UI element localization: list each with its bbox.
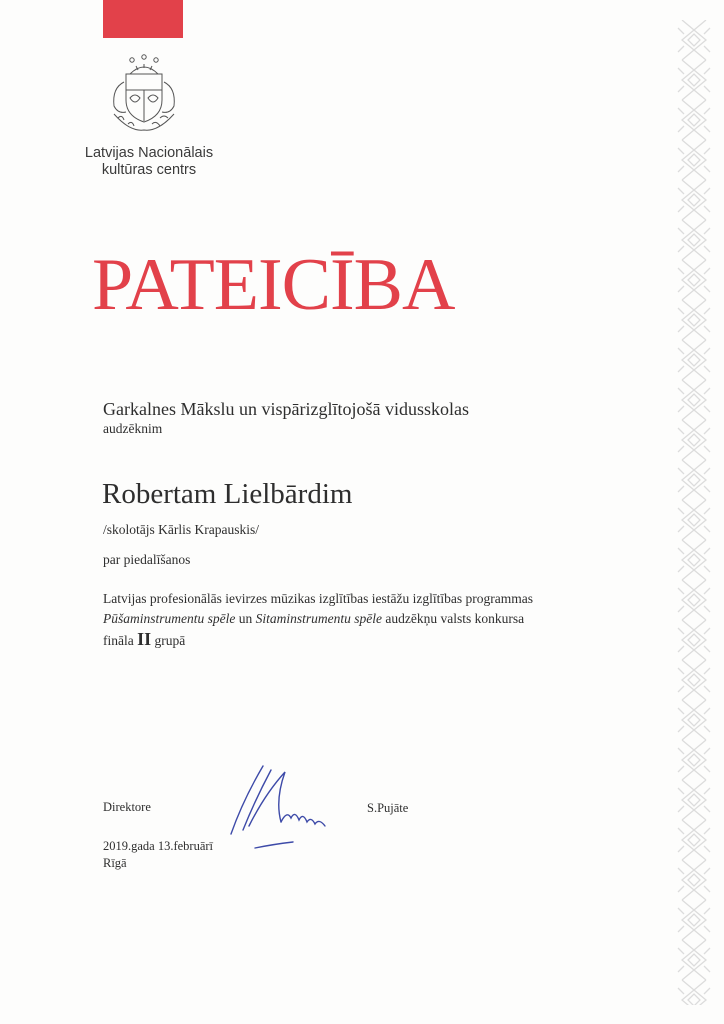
org-name-line2: kultūras centrs xyxy=(101,162,197,178)
red-header-tab xyxy=(103,0,183,38)
certificate-title-text: PATEICĪBA xyxy=(92,244,455,326)
director-name: S.Pujāte xyxy=(367,801,409,815)
teacher-name: /skolotājs Kārlis Krapauskis/ xyxy=(103,522,259,537)
award-reason: par piedalīšanos xyxy=(103,552,191,567)
issue-city: Rīgā xyxy=(103,856,127,870)
description-line3-end: grupā xyxy=(151,633,186,648)
latvian-ornament-border xyxy=(676,20,712,1005)
program-percussion-instruments: Sitaminstrumentu spēle xyxy=(255,611,382,626)
issue-date: 2019.gada 13.februārī xyxy=(103,839,214,853)
program-wind-instruments: Pūšaminstrumentu spēle xyxy=(103,611,236,626)
description-line3-start: fināla xyxy=(103,633,138,648)
org-name-line1: Latvijas Nacionālais xyxy=(84,145,214,161)
director-signature xyxy=(225,760,345,855)
group-number: II xyxy=(137,629,152,649)
latvia-coat-of-arms-icon xyxy=(100,52,188,138)
description-line1: Latvijas profesionālās ievirzes mūzikas izglītības iestāžu izglītības programmas xyxy=(103,591,533,606)
student-name: Robertam Lielbārdim xyxy=(102,478,353,510)
description-connector: un xyxy=(235,611,256,626)
certificate-title xyxy=(92,243,454,327)
director-label: Direktore xyxy=(103,800,151,814)
description-line2-rest: audzēkņu valsts konkursa xyxy=(382,611,525,626)
recipient-role: audzēknim xyxy=(103,421,163,436)
competition-description xyxy=(103,589,583,651)
organization-name xyxy=(74,145,224,179)
school-name: Garkalnes Mākslu un vispārizglītojošā vidusskolas xyxy=(103,399,469,419)
